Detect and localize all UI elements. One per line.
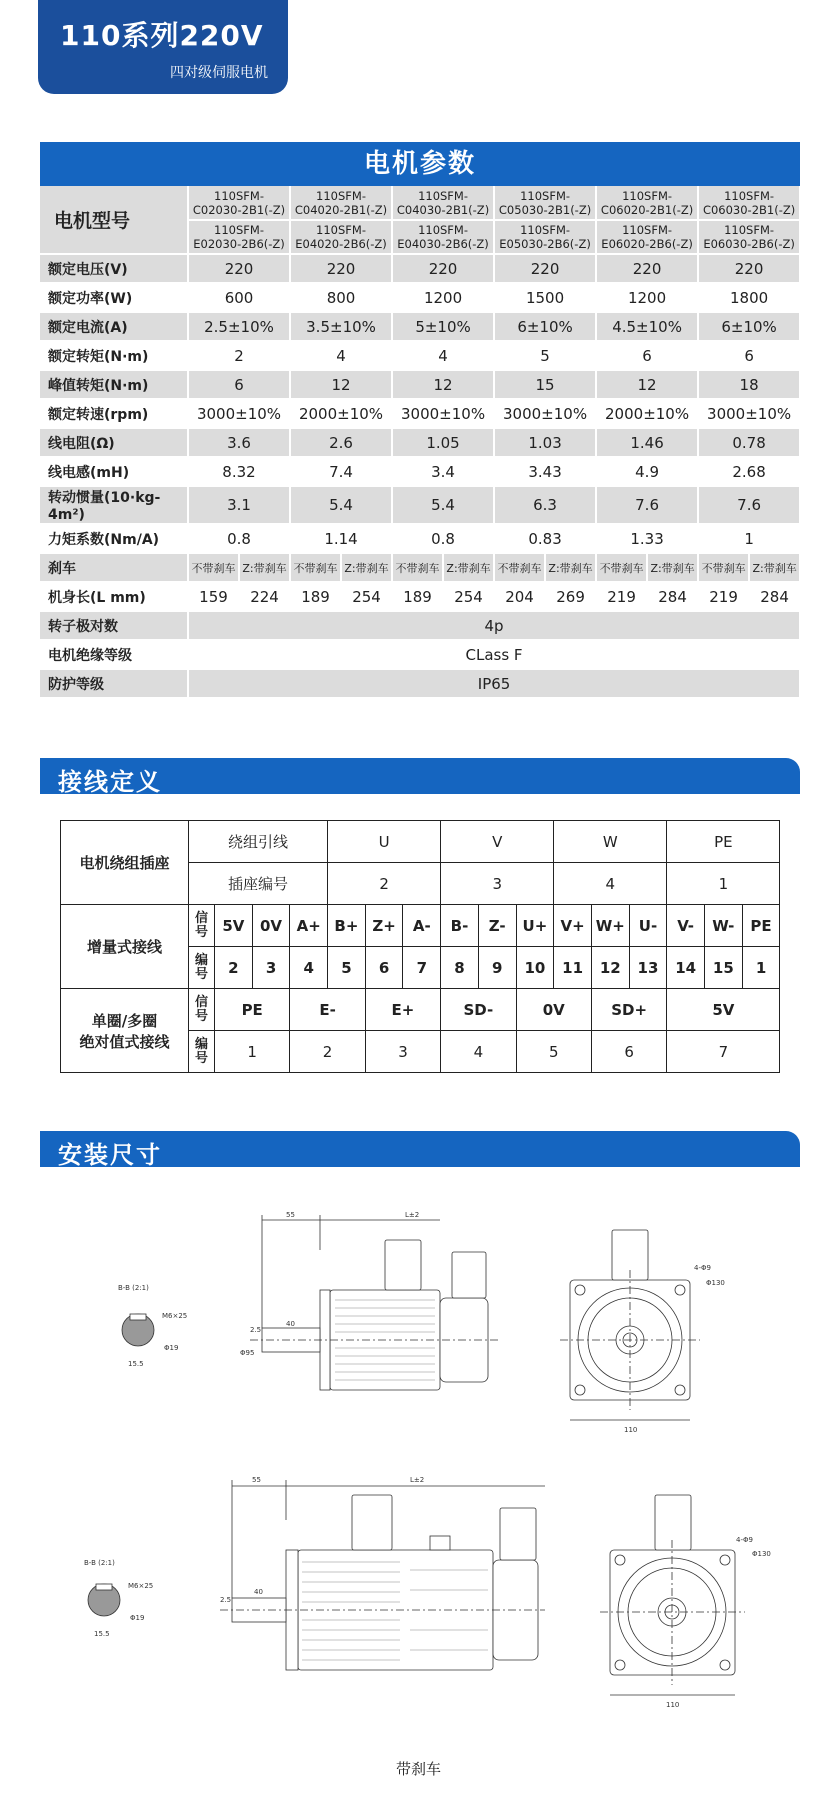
length-cell: 284 — [647, 582, 698, 611]
model-cell: 110SFM- E04020-2B6(-Z) — [290, 220, 392, 254]
brake-cell: Z:带刹车 — [443, 553, 494, 582]
row-label: 额定功率(W) — [40, 283, 188, 312]
pin-cell: 4 — [554, 863, 667, 905]
length-cell: 254 — [443, 582, 494, 611]
signal-cell: B+ — [328, 905, 366, 947]
signal-cell: SD- — [441, 989, 516, 1031]
number-cell: 12 — [591, 947, 629, 989]
value-cell: 5±10% — [392, 312, 494, 341]
dim-label: Φ130 — [752, 1550, 771, 1558]
value-cell: 3.4 — [392, 457, 494, 486]
lead-cell: U — [328, 821, 441, 863]
brake-cell: 不带刹车 — [290, 553, 341, 582]
table-row — [40, 669, 800, 698]
value-cell: 6.3 — [494, 486, 596, 524]
length-cell: 284 — [749, 582, 800, 611]
value-cell: 220 — [698, 254, 800, 283]
value-cell: 6±10% — [698, 312, 800, 341]
number-label: 编号 — [189, 947, 215, 989]
model-cell: 110SFM- C05030-2B1(-Z) — [494, 186, 596, 220]
value-cell: 6 — [188, 370, 290, 399]
number-cell: 8 — [441, 947, 479, 989]
model-cell: 110SFM- E06030-2B6(-Z) — [698, 220, 800, 254]
value-cell: 7.6 — [596, 486, 698, 524]
row-label: 防护等级 — [40, 669, 188, 698]
dim-label: B-B (2:1) — [84, 1559, 115, 1567]
dim-label: Φ95 — [240, 1349, 255, 1357]
value-cell: CLass F — [188, 640, 800, 669]
brake-cell: 不带刹车 — [392, 553, 443, 582]
wiring-table — [60, 820, 780, 1073]
row-label: 线电感(mH) — [40, 457, 188, 486]
value-cell: 4.5±10% — [596, 312, 698, 341]
install-heading: 安装尺寸 — [58, 1141, 162, 1169]
number-cell: 6 — [365, 947, 403, 989]
row-label: 机身长(L mm) — [40, 582, 188, 611]
value-cell: 1 — [698, 524, 800, 553]
dim-label: M6×25 — [128, 1582, 154, 1590]
model-label: 电机型号 — [40, 186, 188, 254]
signal-label: 信号 — [189, 989, 215, 1031]
signal-cell: W+ — [591, 905, 629, 947]
model-cell: 110SFM- E06020-2B6(-Z) — [596, 220, 698, 254]
page-title: 110系列220V — [60, 19, 264, 52]
brake-cell: Z:带刹车 — [545, 553, 596, 582]
value-cell: 1200 — [392, 283, 494, 312]
dim-label: L±2 — [410, 1476, 425, 1484]
number-cell: 5 — [516, 1031, 591, 1073]
wiring-section-bar — [40, 758, 800, 794]
value-cell: 3.6 — [188, 428, 290, 457]
incremental-label: 增量式接线 — [61, 905, 189, 989]
pin-cell: 1 — [667, 863, 780, 905]
params-table — [40, 186, 801, 699]
value-cell: 7.6 — [698, 486, 800, 524]
value-cell: 0.8 — [392, 524, 494, 553]
params-section — [40, 142, 800, 699]
table-row — [40, 524, 800, 553]
table-row — [40, 457, 800, 486]
value-cell: 4.9 — [596, 457, 698, 486]
value-cell: 0.8 — [188, 524, 290, 553]
value-cell: 6±10% — [494, 312, 596, 341]
signal-cell: U+ — [516, 905, 554, 947]
brake-cell: Z:带刹车 — [341, 553, 392, 582]
row-label: 力矩系数(Nm/A) — [40, 524, 188, 553]
table-row — [40, 611, 800, 640]
motor-side-view — [240, 1211, 500, 1390]
dim-label: 15.5 — [94, 1630, 110, 1638]
dim-label: Φ19 — [130, 1614, 145, 1622]
shaft-section — [118, 1284, 187, 1368]
pin-cell: 3 — [441, 863, 554, 905]
length-cell: 159 — [188, 582, 239, 611]
dim-label: 55 — [252, 1476, 261, 1484]
signal-cell: PE — [215, 989, 290, 1031]
table-row — [40, 370, 800, 399]
title-badge — [38, 0, 288, 94]
number-cell: 4 — [441, 1031, 516, 1073]
value-cell: 220 — [494, 254, 596, 283]
value-cell: 6 — [698, 341, 800, 370]
value-cell: 3000±10% — [494, 399, 596, 428]
brake-cell: Z:带刹车 — [239, 553, 290, 582]
value-cell: 3000±10% — [392, 399, 494, 428]
value-cell: 1.46 — [596, 428, 698, 457]
row-label: 电机绝缘等级 — [40, 640, 188, 669]
model-cell: 110SFM- E05030-2B6(-Z) — [494, 220, 596, 254]
signal-cell: V+ — [554, 905, 592, 947]
model-cell: 110SFM- C04020-2B1(-Z) — [290, 186, 392, 220]
signal-cell: A- — [403, 905, 441, 947]
brake-cell: 不带刹车 — [188, 553, 239, 582]
value-cell: 1500 — [494, 283, 596, 312]
absolute-label — [61, 989, 189, 1073]
value-cell: 1.33 — [596, 524, 698, 553]
signal-cell: SD+ — [591, 989, 666, 1031]
model-cell: 110SFM- C06020-2B1(-Z) — [596, 186, 698, 220]
length-cell: 269 — [545, 582, 596, 611]
number-cell: 2 — [215, 947, 253, 989]
dim-label: 55 — [286, 1211, 295, 1219]
brake-motor-side-view — [220, 1476, 545, 1670]
model-cell: 110SFM- C02030-2B1(-Z) — [188, 186, 290, 220]
value-cell: 220 — [188, 254, 290, 283]
value-cell: 3000±10% — [698, 399, 800, 428]
value-cell: 12 — [596, 370, 698, 399]
value-cell: 220 — [596, 254, 698, 283]
length-cell: 189 — [290, 582, 341, 611]
dim-label: 40 — [286, 1320, 295, 1328]
model-cell: 110SFM- C04030-2B1(-Z) — [392, 186, 494, 220]
row-label: 转动惯量(10·kg-4m²) — [40, 486, 188, 524]
row-label: 转子极对数 — [40, 611, 188, 640]
lead-cell: V — [441, 821, 554, 863]
value-cell: 4 — [392, 341, 494, 370]
row-label: 刹车 — [40, 553, 188, 582]
brake-cell: Z:带刹车 — [647, 553, 698, 582]
signal-cell: U- — [629, 905, 667, 947]
signal-cell: A+ — [290, 905, 328, 947]
value-cell: 2.6 — [290, 428, 392, 457]
value-cell: 3000±10% — [188, 399, 290, 428]
signal-cell: V- — [667, 905, 705, 947]
number-cell: 3 — [252, 947, 290, 989]
brake-cell: Z:带刹车 — [749, 553, 800, 582]
install-section-bar — [40, 1131, 800, 1167]
value-cell: 4 — [290, 341, 392, 370]
number-cell: 14 — [667, 947, 705, 989]
value-cell: 3.43 — [494, 457, 596, 486]
value-cell: IP65 — [188, 669, 800, 698]
number-cell: 6 — [591, 1031, 666, 1073]
model-cell: 110SFM- C06030-2B1(-Z) — [698, 186, 800, 220]
row-label: 额定转速(rpm) — [40, 399, 188, 428]
install-drawings — [0, 1190, 840, 1750]
length-cell: 189 — [392, 582, 443, 611]
table-row — [40, 640, 800, 669]
signal-cell: Z- — [478, 905, 516, 947]
value-cell: 3.5±10% — [290, 312, 392, 341]
signal-cell: B- — [441, 905, 479, 947]
dim-label: 110 — [666, 1701, 680, 1709]
number-cell: 7 — [667, 1031, 780, 1073]
params-heading: 电机参数 — [40, 142, 800, 186]
brake-shaft-section — [84, 1559, 153, 1638]
signal-cell: PE — [742, 905, 780, 947]
brake-cell: 不带刹车 — [596, 553, 647, 582]
number-cell: 9 — [478, 947, 516, 989]
value-cell: 7.4 — [290, 457, 392, 486]
model-cell: 110SFM- E04030-2B6(-Z) — [392, 220, 494, 254]
signal-label: 信号 — [189, 905, 215, 947]
signal-cell: E+ — [365, 989, 440, 1031]
absolute-label-line2: 绝对值式接线 — [79, 1032, 170, 1051]
number-cell: 10 — [516, 947, 554, 989]
wiring-heading: 接线定义 — [58, 768, 162, 796]
number-cell: 11 — [554, 947, 592, 989]
length-cell: 204 — [494, 582, 545, 611]
signal-cell: W- — [705, 905, 743, 947]
value-cell: 1.05 — [392, 428, 494, 457]
length-cell: 219 — [596, 582, 647, 611]
number-cell: 5 — [328, 947, 366, 989]
signal-cell: Z+ — [365, 905, 403, 947]
socket-label: 电机绕组插座 — [61, 821, 189, 905]
model-cell: 110SFM- E02030-2B6(-Z) — [188, 220, 290, 254]
value-cell: 5.4 — [392, 486, 494, 524]
number-cell: 2 — [290, 1031, 365, 1073]
value-cell: 2000±10% — [596, 399, 698, 428]
row-label: 峰值转矩(N·m) — [40, 370, 188, 399]
value-cell: 2 — [188, 341, 290, 370]
dim-label: M6×25 — [162, 1312, 188, 1320]
dim-label: B-B (2:1) — [118, 1284, 149, 1292]
number-cell: 1 — [742, 947, 780, 989]
number-cell: 13 — [629, 947, 667, 989]
value-cell: 2000±10% — [290, 399, 392, 428]
page-subtitle: 四对级伺服电机 — [170, 65, 268, 81]
value-cell: 800 — [290, 283, 392, 312]
signal-cell: E- — [290, 989, 365, 1031]
row-label: 线电阻(Ω) — [40, 428, 188, 457]
table-row — [40, 254, 800, 283]
pin-label: 插座编号 — [189, 863, 328, 905]
value-cell: 1800 — [698, 283, 800, 312]
value-cell: 15 — [494, 370, 596, 399]
table-row — [40, 428, 800, 457]
value-cell: 6 — [596, 341, 698, 370]
value-cell: 2.68 — [698, 457, 800, 486]
dim-label: L±2 — [405, 1211, 420, 1219]
number-cell: 1 — [215, 1031, 290, 1073]
motor-front-view — [560, 1230, 725, 1434]
row-label: 额定电压(V) — [40, 254, 188, 283]
brake-caption: 带刹车 — [396, 1760, 442, 1778]
number-cell: 4 — [290, 947, 328, 989]
signal-cell: 0V — [252, 905, 290, 947]
length-cell: 224 — [239, 582, 290, 611]
value-cell: 5.4 — [290, 486, 392, 524]
signal-cell: 0V — [516, 989, 591, 1031]
row-label: 额定转矩(N·m) — [40, 341, 188, 370]
value-cell: 8.32 — [188, 457, 290, 486]
dim-label: 4-Φ9 — [736, 1536, 753, 1544]
table-row — [40, 283, 800, 312]
value-cell: 1200 — [596, 283, 698, 312]
value-cell: 600 — [188, 283, 290, 312]
number-cell: 7 — [403, 947, 441, 989]
value-cell: 1.14 — [290, 524, 392, 553]
value-cell: 3.1 — [188, 486, 290, 524]
pin-cell: 2 — [328, 863, 441, 905]
lead-cell: PE — [667, 821, 780, 863]
table-row — [40, 312, 800, 341]
table-row — [40, 341, 800, 370]
table-row — [40, 486, 800, 524]
absolute-label-line1: 单圈/多圈 — [91, 1011, 158, 1030]
brake-cell: 不带刹车 — [698, 553, 749, 582]
dim-label: Φ19 — [164, 1344, 179, 1352]
dim-label: Φ130 — [706, 1279, 725, 1287]
value-cell: 0.83 — [494, 524, 596, 553]
value-cell: 5 — [494, 341, 596, 370]
length-cell: 219 — [698, 582, 749, 611]
table-row — [40, 553, 800, 582]
dim-label: 2.5 — [220, 1596, 232, 1604]
value-cell: 220 — [392, 254, 494, 283]
dim-label: 2.5 — [250, 1326, 262, 1334]
value-cell: 12 — [290, 370, 392, 399]
dim-label: 15.5 — [128, 1360, 144, 1368]
number-cell: 15 — [705, 947, 743, 989]
value-cell: 220 — [290, 254, 392, 283]
value-cell: 12 — [392, 370, 494, 399]
value-cell: 2.5±10% — [188, 312, 290, 341]
row-label: 额定电流(A) — [40, 312, 188, 341]
signal-cell: 5V — [667, 989, 780, 1031]
lead-label: 绕组引线 — [189, 821, 328, 863]
table-row — [40, 399, 800, 428]
signal-cell: 5V — [215, 905, 253, 947]
value-cell: 0.78 — [698, 428, 800, 457]
value-cell: 18 — [698, 370, 800, 399]
dim-label: 110 — [624, 1426, 638, 1434]
value-cell: 4p — [188, 611, 800, 640]
dim-label: 4-Φ9 — [694, 1264, 711, 1272]
value-cell: 1.03 — [494, 428, 596, 457]
brake-cell: 不带刹车 — [494, 553, 545, 582]
table-row — [40, 582, 800, 611]
lead-cell: W — [554, 821, 667, 863]
number-cell: 3 — [365, 1031, 440, 1073]
brake-motor-front-view — [600, 1495, 771, 1709]
number-label: 编号 — [189, 1031, 215, 1073]
dim-label: 40 — [254, 1588, 263, 1596]
length-cell: 254 — [341, 582, 392, 611]
